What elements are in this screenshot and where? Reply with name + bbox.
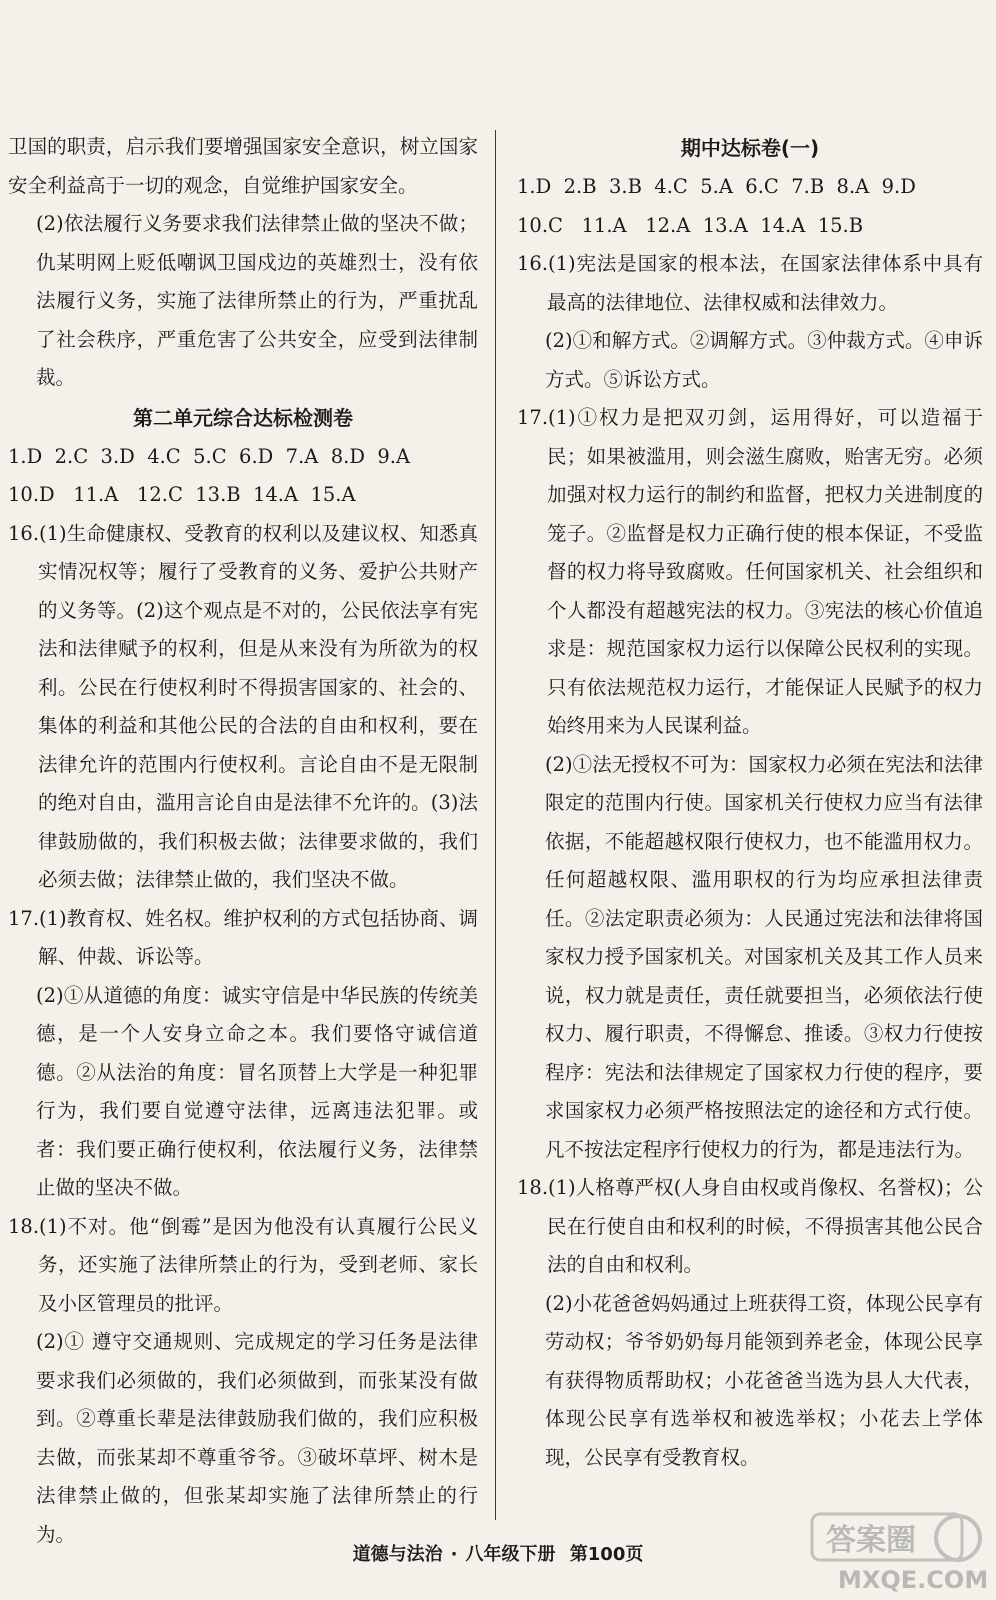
unit2-question-16: 16.(1)生命健康权、受教育的权利以及建议权、知悉真实情况权等；履行了受教育的义务、爱护公共财产的义务等。(2)这个观点是不对的，公民依法享有宪法和法律赋予的权利，但是从来没有为所欲为的权利。公民在行使权利时不得损害国家的、社会的、集体的利益和其他公民的合法的自由和权利，要在法律允许的范围内行使权利。言论自由不是无限制的绝对自由，滥用言论自由是法律不允许的。(3)法律鼓励做的，我们积极去做；法律要求做的，我们必须去做；法律禁止做的，我们坚决不做。: [8, 521, 478, 891]
column-divider: [495, 130, 496, 1520]
unit2-question-17-part1: 17.(1)教育权、姓名权。维护权利的方式包括协商、调解、仲裁、诉讼等。: [8, 906, 478, 968]
midterm-question-17-part1: 17.(1)①权力是把双刃剑，运用得好，可以造福于民；如果被滥用，则会滋生腐败，贻害无穷。必须加强对权力运行的制约和监督，把权力关进制度的笼子。②监督是权力正确行使的根本保证，不受监督的权力将导致腐败。任何国家机关、社会组织和个人都没有超越宪法的权力。③宪法的核心价值追求是：规范国家权力运行以保障公民权利的实现。只有依法规范权力运行，才能保证人民赋予的权力始终用来为人民谋利益。: [517, 406, 983, 737]
watermark-top-text: 答案圈: [826, 1523, 916, 1558]
footer-grade: 八年级下册: [465, 1544, 556, 1565]
midterm-question-16-part1: 16.(1)宪法是国家的根本法，在国家法律体系中具有最高的法律地位、法律权威和法律效力。: [517, 252, 983, 314]
right-column: [517, 128, 983, 1477]
left-continued-paragraph: 卫国的职责，启示我们要增强国家安全意识，树立国家安全利益高于一切的观念，自觉维护国家安全。: [8, 135, 478, 197]
unit2-question-17-part2: (2)①从道德的角度：诚实守信是中华民族的传统美德，是一个人安身立命之本。我们要恪守诚信道德。②从法治的角度：冒名顶替上大学是一种犯罪行为，我们要自觉遵守法律，远离违法犯罪。或者：我们要正确行使权利，依法履行义务，法律禁止做的坚决不做。: [36, 983, 478, 1199]
unit2-choice-answers-2: 10.D 11.A 12.C 13.B 14.A 15.A: [8, 483, 356, 506]
midterm-choice-answers-2: 10.C 11.A 12.A 13.A 14.A 15.B: [517, 213, 864, 237]
midterm-section-title: 期中达标卷(一): [680, 136, 820, 160]
midterm-question-16-part2: (2)①和解方式。②调解方式。③仲裁方式。④申诉方式。⑤诉讼方式。: [545, 329, 983, 391]
unit2-section-title: 第二单元综合达标检测卷: [133, 405, 353, 430]
watermark-logo: [808, 1508, 988, 1596]
unit2-question-18-part1: 18.(1)不对。他“倒霉”是因为他没有认真履行公民义务，还实施了法律所禁止的行为，受到老师、家长及小区管理员的批评。: [8, 1214, 478, 1315]
midterm-choice-answers-1: 1.D 2.B 3.B 4.C 5.A 6.C 7.B 8.A 9.D: [517, 175, 916, 198]
footer-page-number: 第100页: [569, 1544, 644, 1565]
watermark-circle: [936, 1516, 980, 1560]
left-column: [8, 128, 478, 1554]
midterm-question-18-part2: (2)小花爸爸妈妈通过上班获得工资，体现公民享有劳动权；爷爷奶奶每月能领到养老金，体现公民享有获得物质帮助权；小花爸爸当选为县人大代表，体现公民享有选举权和被选举权；小花去上学体现，公民享有受教育权。: [545, 1291, 983, 1469]
footer-dot: ·: [450, 1544, 458, 1565]
unit2-choice-answers-1: 1.D 2.C 3.D 4.C 5.C 6.D 7.A 8.D 9.A: [8, 444, 411, 468]
midterm-question-18-part1: 18.(1)人格尊严权(人身自由权或肖像权、名誉权)；公民在行使自由和权利的时候，不得损害其他公民合法的自由和权利。: [517, 1176, 983, 1276]
footer-subject: 道德与法治: [352, 1544, 443, 1565]
watermark-domain: MXQE.COM: [838, 1566, 988, 1594]
unit2-question-18-part2: (2)① 遵守交通规则、完成规定的学习任务是法律要求我们必须做的，我们必须做到，而张某没有做到。②尊重长辈是法律鼓励我们做的，我们应积极去做，而张某却不尊重爷爷。③破坏草坪、树木是法律禁止做的，但张某却实施了法律所禁止的行为。: [36, 1330, 478, 1546]
left-continued-answer-2: (2)依法履行义务要求我们法律禁止做的坚决不做；仇某明网上贬低嘲讽卫国戍边的英雄烈士，没有依法履行义务，实施了法律所禁止的行为，严重扰乱了社会秩序，严重危害了公共安全，应受到法律制裁。: [36, 212, 478, 389]
midterm-question-17-part2: (2)①法无授权不可为：国家权力必须在宪法和法律限定的范围内行使。国家机关行使权力应当有法律依据，不能超越权限行使权力，也不能滥用权力。任何超越权限、滥用职权的行为均应承担法律责任。②法定职责必须为：人民通过宪法和法律将国家权力授予国家机关。对国家机关及其工作人员来说，权力就是责任，责任就要担当，必须依法行使权力、履行职责，不得懈怠、推诿。③权力行使按程序：宪法和法律规定了国家权力行使的程序，要求国家权力必须严格按照法定的途径和方式行使。凡不按法定程序行使权力的行为，都是违法行为。: [545, 752, 983, 1161]
